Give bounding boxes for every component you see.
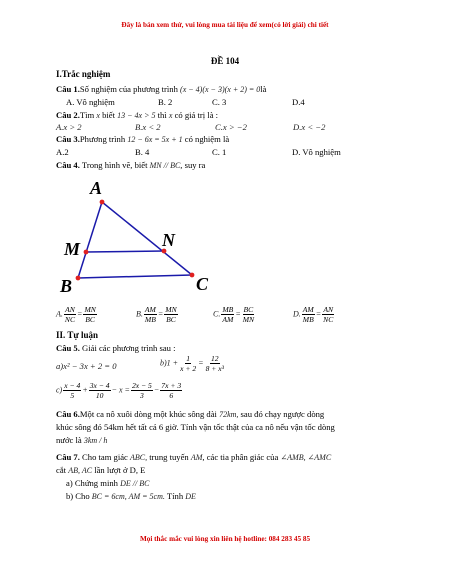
parallel-condition: MN // BC (149, 161, 181, 170)
fraction: $\frac{MN}{BC}$ (84, 305, 96, 324)
stream-speed: 3km / h (83, 436, 108, 445)
q4-option-d[interactable]: D. $\frac{AM}{MB}$ = $\frac{AN}{NC}$ (293, 305, 334, 324)
fraction: $\frac{12}{\text{8 + x³}}$ (205, 354, 224, 373)
fraction: $\frac{1}{x + 2}$ (180, 354, 197, 373)
question-5 (56, 343, 176, 353)
label-a: A (90, 178, 103, 198)
fraction: $\frac{MN}{BC}$ (165, 305, 177, 324)
question-label: Câu 3. (56, 134, 80, 144)
q1-option-b[interactable]: B. 2 (158, 97, 173, 107)
point-m (84, 250, 89, 255)
question-tail: có nghiệm là (184, 134, 230, 144)
question-label: Câu 1. (56, 84, 80, 94)
section-multiple-choice: I.Trắc nghiệm (56, 69, 111, 79)
triangle-figure (50, 172, 230, 297)
q5-part-a: a)x² − 3x + 2 = 0 (56, 361, 117, 371)
label-n: N (162, 230, 175, 250)
preview-banner: Đây là bản xem thử, vui lòng mua tài liệu để xem(có lời giải) chi tiết (121, 21, 329, 29)
q5-part-c: c) $\frac{x - 4}{5}$ + $\frac{3x - 4}{10}$ − x = $\frac{2x - 5}{3}$ − $\frac{7x + 3}{6}$ (56, 381, 182, 400)
variable: x (168, 111, 173, 120)
question-label: Câu 5. (56, 343, 80, 353)
option-letter: D. (293, 309, 301, 319)
side-bc (78, 275, 192, 278)
distance: 72km, (219, 410, 239, 419)
equation: (x − 4)(x − 3)(x + 2) = 0 (180, 85, 261, 94)
label-c: C (196, 274, 209, 294)
point-c (190, 273, 195, 278)
q7-part-a: a) Chứng minh DE // BC (66, 478, 150, 488)
question-text: Phương trình (79, 134, 126, 144)
question-3 (56, 134, 229, 144)
fraction: $\frac{AM}{MB}$ (144, 305, 156, 324)
question-4 (56, 160, 205, 170)
question-text: Trong hình vẽ, biết (81, 160, 148, 170)
question-label: Câu 4. (56, 160, 80, 170)
q6-line-2: khúc sông đó 54km hết tất cả 6 giờ. Tính vận tốc thật của ca nô nếu vận tốc dòng (56, 422, 335, 432)
question-tail: thì (157, 110, 167, 120)
q4-option-c[interactable]: C. $\frac{MB}{AM}$ = $\frac{BC}{MN}$ (213, 305, 255, 324)
question-label: Câu 6. (56, 409, 80, 419)
fraction: $\frac{7x + 3}{6}$ (161, 381, 182, 400)
q4-option-a[interactable]: A. $\frac{AN}{NC}$ = $\frac{MN}{BC}$ (56, 305, 96, 324)
fraction: $\frac{AN}{NC}$ (323, 305, 334, 324)
question-label: Câu 2. (56, 110, 80, 120)
q2-option-c[interactable]: C.x > −2 (215, 122, 247, 132)
point-b (76, 276, 81, 281)
q1-option-a[interactable]: A. Vô nghiệm (66, 97, 115, 107)
q3-option-d[interactable]: D. Vô nghiệm (292, 147, 341, 157)
question-tail: , suy ra (180, 160, 206, 170)
hotline-banner: Mọi thắc mắc vui lòng xin liên hệ hotline: 084 283 45 85 (139, 535, 311, 543)
q4-option-b[interactable]: B. $\frac{AM}{MB}$ = $\frac{MN}{BC}$ (136, 305, 177, 324)
q6-line-3: nước là 3km / h (56, 435, 108, 445)
q2-option-a[interactable]: A.x > 2 (56, 122, 82, 132)
fraction: $\frac{x - 4}{5}$ (64, 381, 81, 400)
option-letter: C. (213, 309, 221, 319)
q2-option-b[interactable]: B.x < 2 (135, 122, 161, 132)
q1-option-c[interactable]: C. 3 (212, 97, 227, 107)
fraction: $\frac{MB}{AM}$ (222, 305, 234, 324)
question-text: Tìm (79, 110, 95, 120)
question-1 (56, 84, 266, 94)
question-label: Câu 7. (56, 452, 80, 462)
point-a (100, 200, 105, 205)
label-m: M (64, 239, 81, 259)
variable: x (96, 111, 100, 120)
q3-option-a[interactable]: A.2 (56, 147, 69, 157)
fraction: $\frac{AN}{NC}$ (64, 305, 76, 324)
option-letter: A. (56, 309, 63, 319)
exam-title: ĐỀ 104 (210, 56, 240, 66)
segment-mn (86, 251, 164, 252)
fraction: $\frac{BC}{MN}$ (242, 305, 255, 324)
q2-option-d[interactable]: D.x < −2 (293, 122, 326, 132)
inequality: 13 − 4x > 5 (117, 111, 156, 120)
q1-option-d[interactable]: D.4 (292, 97, 305, 107)
fraction: $\frac{3x - 4}{10}$ (89, 381, 110, 400)
section-essay: II. Tự luận (56, 330, 99, 340)
question-text: Giải các phương trình sau : (82, 343, 176, 353)
question-tail: có giá trị là : (174, 110, 219, 120)
q7-part-b: b) Cho BC = 6cm, AM = 5cm. Tính DE (66, 491, 196, 501)
question-text: Số nghiệm của phương trình (79, 84, 178, 94)
q7-line-2: cắt AB, AC lần lượt ở D, E (56, 465, 146, 475)
q3-option-c[interactable]: C. 1 (212, 147, 227, 157)
equation: 12 − 6x = 5x + 1 (127, 135, 183, 144)
question-6: Câu 6.Một ca nô xuôi dòng một khúc sông dài 72km, sau đó chạy ngược dòng (56, 409, 325, 419)
question-mid: biết (102, 110, 115, 120)
fraction: $\frac{AM}{MB}$ (302, 305, 314, 324)
q3-option-b[interactable]: B. 4 (135, 147, 150, 157)
question-tail: là (260, 84, 267, 94)
side-ac (102, 202, 192, 275)
fraction: $\frac{2x - 5}{3}$ (131, 381, 152, 400)
option-letter: B. (136, 309, 143, 319)
question-7: Câu 7. Cho tam giác ABC, trung tuyến AM, các tia phân giác của ∠AMB, ∠AMC (56, 452, 332, 462)
q5-part-b: b)1 + $\frac{1}{x + 2}$ = $\frac{12}{\text{8 + x³}}$ (160, 354, 224, 373)
label-b: B (60, 276, 73, 296)
side-ab (78, 202, 102, 278)
question-2 (56, 110, 218, 120)
